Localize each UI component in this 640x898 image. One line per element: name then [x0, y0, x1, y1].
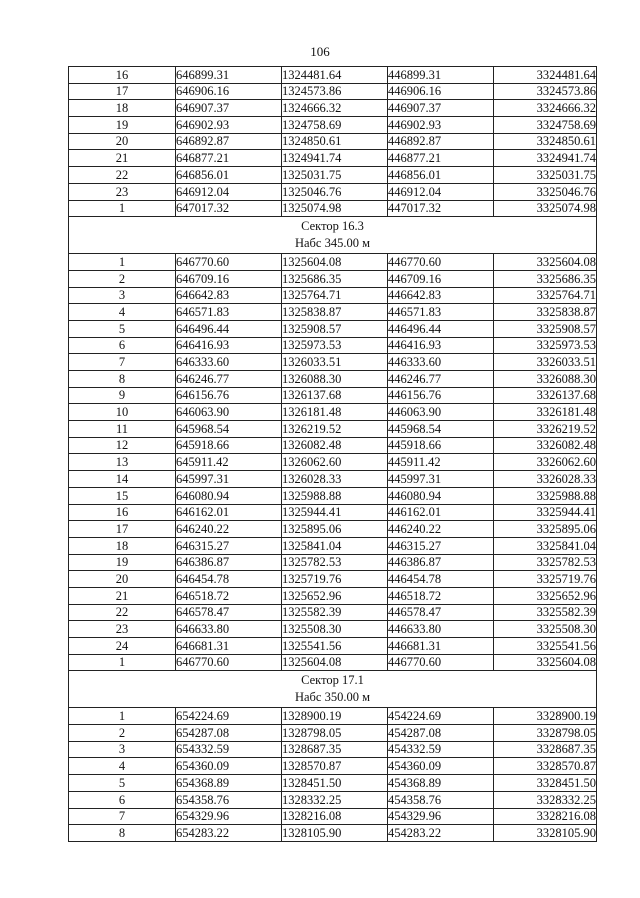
coord-y-cell: 1328451.50 [282, 775, 388, 792]
coord-y-cell: 1325764.71 [282, 287, 388, 304]
table-row [69, 741, 597, 758]
coord-y2-cell: 3325908.57 [494, 320, 597, 337]
coord-y-cell: 1325652.96 [282, 587, 388, 604]
point-number-cell: 1 [69, 654, 176, 671]
point-number-cell: 20 [69, 133, 176, 150]
point-number-cell: 6 [69, 337, 176, 354]
coord-y2-cell: 3324758.69 [494, 117, 597, 134]
coord-y2-cell: 3326181.48 [494, 404, 597, 421]
coord-x2-cell: 446416.93 [388, 337, 494, 354]
coord-y2-cell: 3325686.35 [494, 270, 597, 287]
point-number-cell: 16 [69, 67, 176, 84]
coord-y2-cell: 3325895.06 [494, 521, 597, 538]
table-row [69, 200, 597, 217]
table-row [69, 654, 597, 671]
coord-x-cell: 646633.80 [176, 621, 282, 638]
coord-y2-cell: 3328798.05 [494, 725, 597, 742]
coord-y2-cell: 3325719.76 [494, 571, 597, 588]
coord-x-cell: 646578.47 [176, 604, 282, 621]
coord-y2-cell: 3325973.53 [494, 337, 597, 354]
point-number-cell: 19 [69, 117, 176, 134]
coord-y-cell: 1328900.19 [282, 708, 388, 725]
coord-y2-cell: 3328332.25 [494, 791, 597, 808]
sector-title: Сектор 16.3 [301, 219, 364, 234]
coord-y-cell: 1326062.60 [282, 454, 388, 471]
coord-x2-cell: 446496.44 [388, 320, 494, 337]
coord-y-cell: 1324666.32 [282, 100, 388, 117]
coord-y2-cell: 3325604.08 [494, 654, 597, 671]
point-number-cell: 7 [69, 808, 176, 825]
coord-y2-cell: 3325652.96 [494, 587, 597, 604]
table-row [69, 808, 597, 825]
table-row [69, 167, 597, 184]
point-number-cell: 23 [69, 183, 176, 200]
point-number-cell: 7 [69, 354, 176, 371]
coord-y-cell: 1328105.90 [282, 825, 388, 842]
coord-x2-cell: 446578.47 [388, 604, 494, 621]
coord-y-cell: 1324481.64 [282, 67, 388, 84]
table-row [69, 387, 597, 404]
coord-y-cell: 1325944.41 [282, 504, 388, 521]
point-number-cell: 15 [69, 487, 176, 504]
coord-y2-cell: 3325046.76 [494, 183, 597, 200]
coord-y-cell: 1325895.06 [282, 521, 388, 538]
coord-y-cell: 1325719.76 [282, 571, 388, 588]
coord-y-cell: 1326033.51 [282, 354, 388, 371]
coord-x2-cell: 446386.87 [388, 554, 494, 571]
point-number-cell: 1 [69, 200, 176, 217]
coord-x-cell: 646709.16 [176, 270, 282, 287]
coord-x2-cell: 446246.77 [388, 371, 494, 388]
table-row [69, 133, 597, 150]
table-row [69, 554, 597, 571]
table-row [69, 621, 597, 638]
coord-y2-cell: 3328216.08 [494, 808, 597, 825]
table-row [69, 117, 597, 134]
table-row [69, 437, 597, 454]
coord-y2-cell: 3326028.33 [494, 471, 597, 488]
coord-y2-cell: 3325508.30 [494, 621, 597, 638]
sector-header-cell [69, 217, 597, 254]
coord-x2-cell: 445918.66 [388, 437, 494, 454]
coord-x2-cell: 446770.60 [388, 654, 494, 671]
coord-x-cell: 646571.83 [176, 304, 282, 321]
sector-header-cell [69, 671, 597, 708]
coord-y-cell: 1325074.98 [282, 200, 388, 217]
point-number-cell: 5 [69, 775, 176, 792]
coord-y2-cell: 3325782.53 [494, 554, 597, 571]
coord-x-cell: 645918.66 [176, 437, 282, 454]
coord-y2-cell: 3328570.87 [494, 758, 597, 775]
coord-x-cell: 646246.77 [176, 371, 282, 388]
point-number-cell: 8 [69, 371, 176, 388]
table-row [69, 337, 597, 354]
coord-y-cell: 1325031.75 [282, 167, 388, 184]
coord-y-cell: 1324758.69 [282, 117, 388, 134]
coord-y-cell: 1326181.48 [282, 404, 388, 421]
coord-y2-cell: 3328451.50 [494, 775, 597, 792]
coord-y-cell: 1325541.56 [282, 638, 388, 655]
coord-y-cell: 1325838.87 [282, 304, 388, 321]
coord-y-cell: 1325782.53 [282, 554, 388, 571]
coord-x-cell: 646080.94 [176, 487, 282, 504]
table-row [69, 638, 597, 655]
coordinates-table-body [69, 67, 597, 842]
coord-y2-cell: 3325582.39 [494, 604, 597, 621]
coord-x2-cell: 446162.01 [388, 504, 494, 521]
coord-x-cell: 646912.04 [176, 183, 282, 200]
coord-x2-cell: 446080.94 [388, 487, 494, 504]
coord-y-cell: 1326088.30 [282, 371, 388, 388]
coord-y-cell: 1326028.33 [282, 471, 388, 488]
point-number-cell: 1 [69, 254, 176, 271]
coord-x-cell: 654224.69 [176, 708, 282, 725]
coord-y2-cell: 3325074.98 [494, 200, 597, 217]
coord-x-cell: 646496.44 [176, 320, 282, 337]
coord-x2-cell: 446902.93 [388, 117, 494, 134]
table-row [69, 791, 597, 808]
coord-y2-cell: 3324573.86 [494, 83, 597, 100]
point-number-cell: 4 [69, 304, 176, 321]
sector-altitude: Набс 350.00 м [294, 690, 371, 705]
coord-y2-cell: 3325988.88 [494, 487, 597, 504]
table-row [69, 304, 597, 321]
coord-y2-cell: 3324481.64 [494, 67, 597, 84]
table-row [69, 354, 597, 371]
point-number-cell: 19 [69, 554, 176, 571]
coord-x-cell: 654360.09 [176, 758, 282, 775]
table-row [69, 537, 597, 554]
point-number-cell: 2 [69, 270, 176, 287]
coord-y-cell: 1326219.52 [282, 421, 388, 438]
point-number-cell: 14 [69, 471, 176, 488]
coord-y-cell: 1325604.08 [282, 254, 388, 271]
coord-x2-cell: 454358.76 [388, 791, 494, 808]
table-row [69, 421, 597, 438]
table-row [69, 183, 597, 200]
coord-x-cell: 645997.31 [176, 471, 282, 488]
coord-x2-cell: 446518.72 [388, 587, 494, 604]
coord-x2-cell: 446315.27 [388, 537, 494, 554]
coord-y2-cell: 3325838.87 [494, 304, 597, 321]
coord-x-cell: 646315.27 [176, 537, 282, 554]
point-number-cell: 18 [69, 100, 176, 117]
coord-x-cell: 646770.60 [176, 254, 282, 271]
table-row [69, 775, 597, 792]
coord-x2-cell: 446571.83 [388, 304, 494, 321]
coord-x2-cell: 445968.54 [388, 421, 494, 438]
coord-y2-cell: 3328105.90 [494, 825, 597, 842]
sector-header-row [69, 671, 597, 708]
coord-y2-cell: 3326062.60 [494, 454, 597, 471]
point-number-cell: 3 [69, 741, 176, 758]
coord-x-cell: 646240.22 [176, 521, 282, 538]
coord-x-cell: 646892.87 [176, 133, 282, 150]
coord-y2-cell: 3326088.30 [494, 371, 597, 388]
coord-y2-cell: 3324666.32 [494, 100, 597, 117]
point-number-cell: 1 [69, 708, 176, 725]
table-row [69, 371, 597, 388]
coord-y2-cell: 3326033.51 [494, 354, 597, 371]
coord-x-cell: 646906.16 [176, 83, 282, 100]
coord-x2-cell: 446633.80 [388, 621, 494, 638]
coord-x2-cell: 447017.32 [388, 200, 494, 217]
coord-x2-cell: 446877.21 [388, 150, 494, 167]
coord-y2-cell: 3325841.04 [494, 537, 597, 554]
coord-y2-cell: 3324850.61 [494, 133, 597, 150]
point-number-cell: 20 [69, 571, 176, 588]
point-number-cell: 5 [69, 320, 176, 337]
point-number-cell: 4 [69, 758, 176, 775]
coord-y2-cell: 3326219.52 [494, 421, 597, 438]
table-row [69, 487, 597, 504]
point-number-cell: 13 [69, 454, 176, 471]
coord-y-cell: 1325046.76 [282, 183, 388, 200]
coord-x2-cell: 446454.78 [388, 571, 494, 588]
coord-x-cell: 646899.31 [176, 67, 282, 84]
point-number-cell: 3 [69, 287, 176, 304]
coord-y2-cell: 3325604.08 [494, 254, 597, 271]
table-row [69, 270, 597, 287]
table-row [69, 254, 597, 271]
coord-y-cell: 1328687.35 [282, 741, 388, 758]
point-number-cell: 12 [69, 437, 176, 454]
coord-y-cell: 1326137.68 [282, 387, 388, 404]
coord-x2-cell: 446709.16 [388, 270, 494, 287]
point-number-cell: 21 [69, 150, 176, 167]
point-number-cell: 2 [69, 725, 176, 742]
coord-y-cell: 1325508.30 [282, 621, 388, 638]
coord-y-cell: 1324573.86 [282, 83, 388, 100]
coord-x-cell: 645968.54 [176, 421, 282, 438]
coord-y2-cell: 3325764.71 [494, 287, 597, 304]
page-number: 106 [310, 44, 330, 59]
coord-y2-cell: 3325031.75 [494, 167, 597, 184]
coord-x2-cell: 454368.89 [388, 775, 494, 792]
coord-y-cell: 1328570.87 [282, 758, 388, 775]
coord-y-cell: 1325604.08 [282, 654, 388, 671]
point-number-cell: 8 [69, 825, 176, 842]
coord-y2-cell: 3324941.74 [494, 150, 597, 167]
point-number-cell: 24 [69, 638, 176, 655]
coord-x-cell: 646333.60 [176, 354, 282, 371]
coord-x-cell: 646877.21 [176, 150, 282, 167]
coord-x2-cell: 446856.01 [388, 167, 494, 184]
coord-x2-cell: 446899.31 [388, 67, 494, 84]
coord-x-cell: 654332.59 [176, 741, 282, 758]
coord-y-cell: 1324941.74 [282, 150, 388, 167]
coord-x2-cell: 446906.16 [388, 83, 494, 100]
coord-x-cell: 646454.78 [176, 571, 282, 588]
coord-y-cell: 1325582.39 [282, 604, 388, 621]
coord-x-cell: 654283.22 [176, 825, 282, 842]
point-number-cell: 16 [69, 504, 176, 521]
coord-x2-cell: 446912.04 [388, 183, 494, 200]
coord-y2-cell: 3326137.68 [494, 387, 597, 404]
table-row [69, 83, 597, 100]
coord-x-cell: 646063.90 [176, 404, 282, 421]
coord-x-cell: 654368.89 [176, 775, 282, 792]
table-row [69, 708, 597, 725]
coord-x-cell: 646386.87 [176, 554, 282, 571]
coord-x2-cell: 446770.60 [388, 254, 494, 271]
table-row [69, 67, 597, 84]
coord-x2-cell: 446156.76 [388, 387, 494, 404]
point-number-cell: 17 [69, 83, 176, 100]
coord-x-cell: 646416.93 [176, 337, 282, 354]
coord-x-cell: 647017.32 [176, 200, 282, 217]
coord-y-cell: 1328798.05 [282, 725, 388, 742]
coord-x2-cell: 445911.42 [388, 454, 494, 471]
point-number-cell: 11 [69, 421, 176, 438]
coord-y-cell: 1325841.04 [282, 537, 388, 554]
coord-x2-cell: 445997.31 [388, 471, 494, 488]
point-number-cell: 18 [69, 537, 176, 554]
table-row [69, 825, 597, 842]
coord-x2-cell: 446333.60 [388, 354, 494, 371]
point-number-cell: 23 [69, 621, 176, 638]
coord-y-cell: 1325686.35 [282, 270, 388, 287]
coord-x2-cell: 446681.31 [388, 638, 494, 655]
coord-x2-cell: 454332.59 [388, 741, 494, 758]
table-row [69, 521, 597, 538]
sector-altitude: Набс 345.00 м [294, 236, 371, 251]
coord-y-cell: 1325908.57 [282, 320, 388, 337]
coordinates-table [68, 66, 597, 842]
sector-header-row [69, 217, 597, 254]
coord-x-cell: 646770.60 [176, 654, 282, 671]
coord-x2-cell: 446907.37 [388, 100, 494, 117]
table-row [69, 604, 597, 621]
coord-x2-cell: 446642.83 [388, 287, 494, 304]
coord-x2-cell: 454329.96 [388, 808, 494, 825]
point-number-cell: 6 [69, 791, 176, 808]
table-row [69, 287, 597, 304]
point-number-cell: 10 [69, 404, 176, 421]
coord-x-cell: 646902.93 [176, 117, 282, 134]
coord-y2-cell: 3328900.19 [494, 708, 597, 725]
table-row [69, 454, 597, 471]
table-row [69, 571, 597, 588]
table-row [69, 320, 597, 337]
coord-y-cell: 1326082.48 [282, 437, 388, 454]
coord-y2-cell: 3326082.48 [494, 437, 597, 454]
coord-x-cell: 654358.76 [176, 791, 282, 808]
table-row [69, 504, 597, 521]
coord-y-cell: 1325973.53 [282, 337, 388, 354]
coord-y2-cell: 3325944.41 [494, 504, 597, 521]
table-row [69, 100, 597, 117]
table-row [69, 587, 597, 604]
table-row [69, 725, 597, 742]
sector-title: Сектор 17.1 [301, 673, 364, 688]
table-row [69, 758, 597, 775]
coord-x2-cell: 446063.90 [388, 404, 494, 421]
point-number-cell: 9 [69, 387, 176, 404]
coord-y2-cell: 3325541.56 [494, 638, 597, 655]
coord-x-cell: 645911.42 [176, 454, 282, 471]
coord-y-cell: 1324850.61 [282, 133, 388, 150]
coord-x-cell: 654287.08 [176, 725, 282, 742]
point-number-cell: 22 [69, 167, 176, 184]
coord-x-cell: 646156.76 [176, 387, 282, 404]
coord-x2-cell: 446240.22 [388, 521, 494, 538]
coord-x-cell: 646162.01 [176, 504, 282, 521]
table-row [69, 150, 597, 167]
point-number-cell: 21 [69, 587, 176, 604]
coord-x2-cell: 454360.09 [388, 758, 494, 775]
coord-x2-cell: 454283.22 [388, 825, 494, 842]
coord-x-cell: 646856.01 [176, 167, 282, 184]
coord-y-cell: 1328332.25 [282, 791, 388, 808]
coord-x2-cell: 454287.08 [388, 725, 494, 742]
coord-x2-cell: 446892.87 [388, 133, 494, 150]
coord-y-cell: 1328216.08 [282, 808, 388, 825]
point-number-cell: 17 [69, 521, 176, 538]
coord-x-cell: 646642.83 [176, 287, 282, 304]
coord-y-cell: 1325988.88 [282, 487, 388, 504]
coord-x-cell: 654329.96 [176, 808, 282, 825]
coord-x-cell: 646907.37 [176, 100, 282, 117]
coord-x-cell: 646518.72 [176, 587, 282, 604]
table-row [69, 471, 597, 488]
coord-x2-cell: 454224.69 [388, 708, 494, 725]
point-number-cell: 22 [69, 604, 176, 621]
table-row [69, 404, 597, 421]
coord-y2-cell: 3328687.35 [494, 741, 597, 758]
coord-x-cell: 646681.31 [176, 638, 282, 655]
